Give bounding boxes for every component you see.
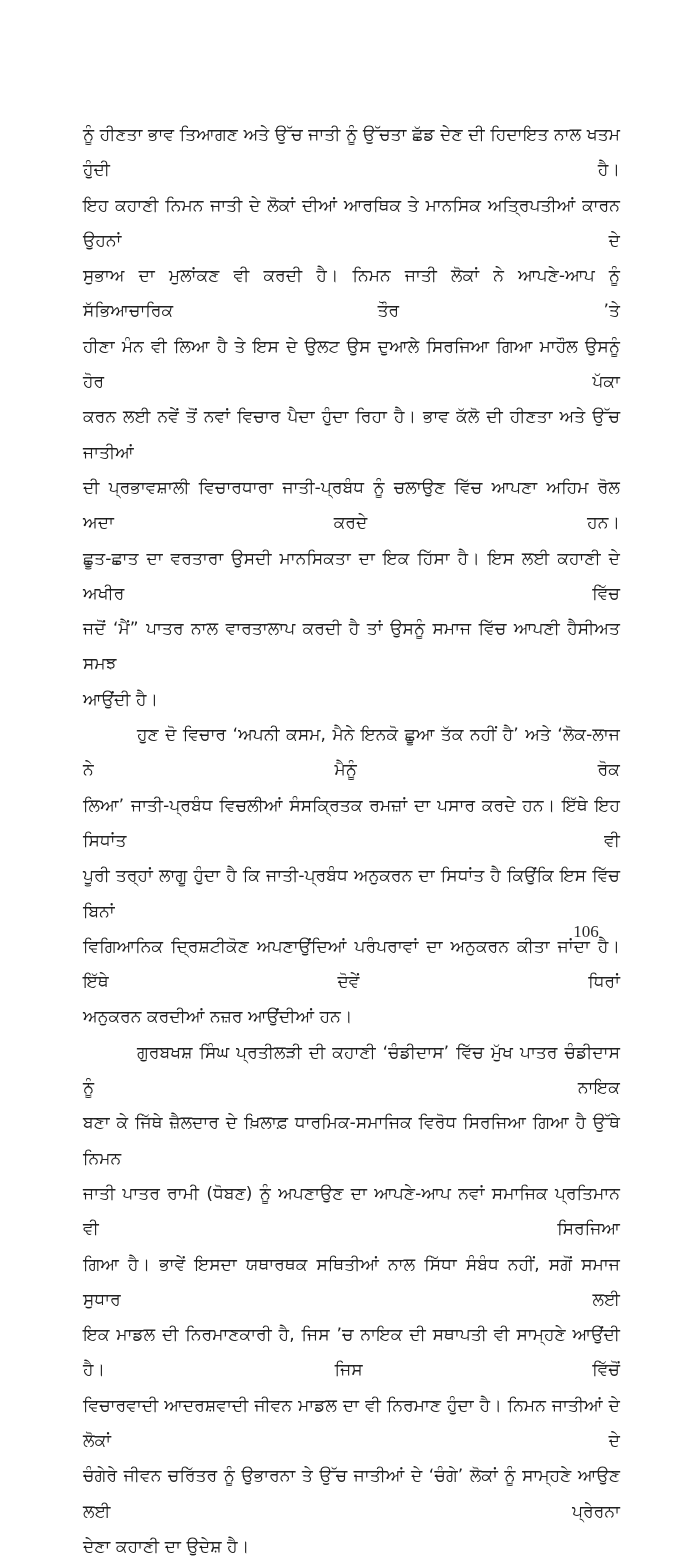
text-line: ਛੂਤ-ਛਾਤ ਦਾ ਵਰਤਾਰਾ ਉਸਦੀ ਮਾਨਸਿਕਤਾ ਦਾ ਇਕ ਹਿੱਸਾ ਹੈ। ਇਸ ਲਈ ਕਹਾਣੀ ਦੇ ਅਖੀਰ ਵਿੱਚ — [83, 548, 620, 604]
text-line: ਗੁਰਬਖਸ਼ ਸਿੰਘ ਪ੍ਰਤੀਲੜੀ ਦੀ ਕਹਾਣੀ ‘ਚੰਡੀਦਾਸ’ ਵਿੱਚ ਮੁੱਖ ਪਾਤਰ ਚੰਡੀਦਾਸ ਨੂੰ ਨਾਇਕ — [83, 1042, 620, 1099]
text-line: ਇਕ ਮਾਡਲ ਦੀ ਨਿਰਮਾਣਕਾਰੀ ਹੈ, ਜਿਸ ’ਚ ਨਾਇਕ ਦੀ ਸਥਾਪਤੀ ਵੀ ਸਾਮ੍ਹਣੇ ਆਉਂਦੀ ਹੈ। ਜਿਸ ਵਿੱਚੋਂ — [83, 1325, 620, 1381]
text-line: ਗਿਆ ਹੈ। ਭਾਵੇਂ ਇਸਦਾ ਯਥਾਰਥਕ ਸਥਿਤੀਆਂ ਨਾਲ ਸਿੱਧਾ ਸੰਬੰਧ ਨਹੀਂ, ਸਗੋਂ ਸਮਾਜ ਸੁਧਾਰ ਲਈ — [83, 1254, 620, 1310]
text-line: ਚੰਗੇਰੇ ਜੀਵਨ ਚਰਿੱਤਰ ਨੂੰ ਉਭਾਰਨਾ ਤੇ ਉੱਚ ਜਾਤੀਆਂ ਦੇ ‘ਚੰਗੇ’ ਲੋਕਾਂ ਨੂੰ ਸਾਮ੍ਹਣੇ ਆਉਣ ਲਈ ਪ੍ਰੇਰਨਾ — [83, 1466, 620, 1522]
text-line: ਹੁਣ ਦੋ ਵਿਚਾਰ ‘ਅਪਨੀ ਕਸਮ, ਮੈਨੇ ਇਨਕੋ ਛੂਆ ਤੱਕ ਨਹੀਂ ਹੈ’ ਅਤੇ ‘ਲੋਕ-ਲਾਜ ਨੇ ਮੈਨੂੰ ਰੋਕ — [83, 725, 620, 781]
text-line: ਆਉਂਦੀ ਹੈ। — [83, 689, 159, 710]
text-line: ਅਨੁਕਰਨ ਕਰਦੀਆਂ ਨਜ਼ਰ ਆਉਂਦੀਆਂ ਹਨ। — [83, 1007, 353, 1028]
page-number: 106 — [573, 922, 599, 941]
text-line: ਜਾਤੀ ਪਾਤਰ ਰਾਮੀ (ਧੋਬਣ) ਨੂੰ ਅਪਣਾਉਣ ਦਾ ਆਪਣੇ-ਆਪ ਨਵਾਂ ਸਮਾਜਿਕ ਪ੍ਰਤਿਮਾਨ ਵੀ ਸਿਰਜਿਆ — [83, 1183, 620, 1240]
text-line: ਕਰਨ ਲਈ ਨਵੇਂ ਤੋਂ ਨਵਾਂ ਵਿਚਾਰ ਪੈਦਾ ਹੁੰਦਾ ਰਿਹਾ ਹੈ। ਭਾਵ ਕੱਲੋ ਦੀ ਹੀਣਤਾ ਅਤੇ ਉੱਚ ਜਾਤੀਆਂ — [83, 407, 620, 463]
text-line: ਪੂਰੀ ਤਰ੍ਹਾਂ ਲਾਗੂ ਹੁੰਦਾ ਹੈ ਕਿ ਜਾਤੀ-ਪ੍ਰਬੰਧ ਅਨੁਕਰਨ ਦਾ ਸਿਧਾਂਤ ਹੈ ਕਿਉਂਕਿ ਇਸ ਵਿੱਚ ਬਿਨਾਂ — [83, 866, 620, 922]
text-line: ਨੂੰ ਹੀਣਤਾ ਭਾਵ ਤਿਆਗਣ ਅਤੇ ਉੱਚ ਜਾਤੀ ਨੂੰ ਉੱਚਤਾ ਛੱਡ ਦੇਣ ਦੀ ਹਿਦਾਇਤ ਨਾਲ ਖਤਮ ਹੁੰਦੀ ਹੈ। — [83, 125, 620, 181]
text-line: ਲਿਆ’ ਜਾਤੀ-ਪ੍ਰਬੰਧ ਵਿਚਲੀਆਂ ਸੰਸਕ੍ਰਿਤਕ ਰਮਜ਼ਾਂ ਦਾ ਪਸਾਰ ਕਰਦੇ ਹਨ। ਇੱਥੇ ਇਹ ਸਿਧਾਂਤ ਵੀ — [83, 795, 620, 851]
body-text — [83, 118, 620, 1565]
text-line: ਹੀਣਾ ਮੰਨ ਵੀ ਲਿਆ ਹੈ ਤੇ ਇਸ ਦੇ ਉਲਟ ਉਸ ਦੁਆਲੇ ਸਿਰਜਿਆ ਗਿਆ ਮਾਹੌਲ ਉਸਨੂੰ ਹੋਰ ਪੱਕਾ — [83, 336, 620, 393]
text-line: ਦੀ ਪ੍ਰਭਾਵਸ਼ਾਲੀ ਵਿਚਾਰਧਾਰਾ ਜਾਤੀ-ਪ੍ਰਬੰਧ ਨੂੰ ਚਲਾਉਣ ਵਿੱਚ ਆਪਣਾ ਅਹਿਮ ਰੋਲ ਅਦਾ ਕਰਦੇ ਹਨ। — [83, 477, 620, 534]
text-line: ਇਹ ਕਹਾਣੀ ਨਿਮਨ ਜਾਤੀ ਦੇ ਲੋਕਾਂ ਦੀਆਂ ਆਰਥਿਕ ਤੇ ਮਾਨਸਿਕ ਅਤ੍ਰਿਪਤੀਆਂ ਕਾਰਨ ਉਹਨਾਂ ਦੇ — [83, 195, 620, 251]
text-line: ਦੇਣਾ ਕਹਾਣੀ ਦਾ ਉਦੇਸ਼ ਹੈ। — [83, 1536, 250, 1557]
text-line: ਜਦੋਂ ‘ਮੈਂ” ਪਾਤਰ ਨਾਲ ਵਾਰਤਾਲਾਪ ਕਰਦੀ ਹੈ ਤਾਂ ਉਸਨੂੰ ਸਮਾਜ ਵਿੱਚ ਆਪਣੀ ਹੈਸੀਅਤ ਸਮਝ — [83, 619, 620, 675]
text-line: ਸੁਭਾਅ ਦਾ ਮੁਲਾਂਕਣ ਵੀ ਕਰਦੀ ਹੈ। ਨਿਮਨ ਜਾਤੀ ਲੋਕਾਂ ਨੇ ਆਪਣੇ-ਆਪ ਨੂੰ ਸੱਭਿਆਚਾਰਿਕ ਤੌਰ ’ਤੇ — [83, 266, 620, 322]
text-line: ਵਿਚਾਰਵਾਦੀ ਆਦਰਸ਼ਵਾਦੀ ਜੀਵਨ ਮਾਡਲ ਦਾ ਵੀ ਨਿਰਮਾਣ ਹੁੰਦਾ ਹੈ। ਨਿਮਨ ਜਾਤੀਆਂ ਦੇ ਲੋਕਾਂ ਦੇ — [83, 1395, 620, 1451]
text-line: ਬਣਾ ਕੇ ਜਿੱਥੇ ਜ਼ੈਲਦਾਰ ਦੇ ਖ਼ਿਲਾਫ਼ ਧਾਰਮਿਕ-ਸਮਾਜਿਕ ਵਿਰੋਧ ਸਿਰਜਿਆ ਗਿਆ ਹੈ ਉੱਥੇ ਨਿਮਨ — [83, 1113, 620, 1169]
text-line: ਵਿਗਿਆਨਿਕ ਦ੍ਰਿਸ਼ਟੀਕੋਣ ਅਪਣਾਉਂਦਿਆਂ ਪਰੰਪਰਾਵਾਂ ਦਾ ਅਨੁਕਰਨ ਕੀਤਾ ਜਾਂਦਾ ਹੈ। ਇੱਥੇ ਦੋਵੇਂ ਧਿਰਾਂ — [83, 936, 620, 993]
